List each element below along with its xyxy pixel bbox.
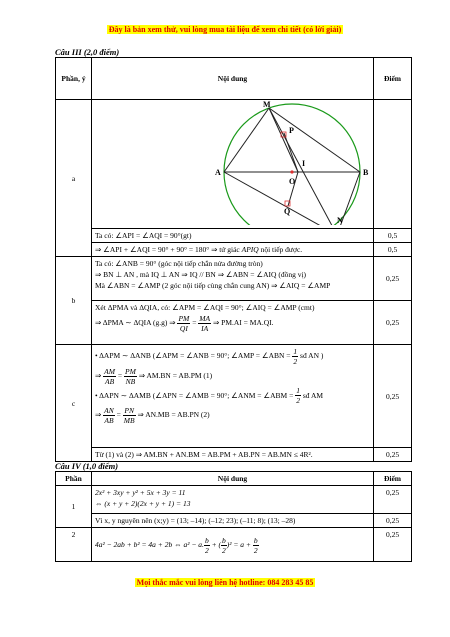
q3c-line1: • ΔAPM ∼ ΔANB (∠APM = ∠ANB = 90°; ∠AMP = ∠ABN = $\frac{1}{2}$ sđ AN ) <box>95 346 324 366</box>
segment-ip <box>284 133 298 172</box>
q3c-line3: • ΔAPN ∼ ΔAMB (∠APN = ∠AMB = 90°; ∠ANM = ∠ABM = $\frac{1}{2}$ sđ AM <box>95 386 324 406</box>
q4-head-score: Điểm <box>374 472 412 486</box>
circle-o <box>224 104 360 225</box>
q4-2-score1: 0,25 <box>374 528 412 562</box>
q4-1-line1: 2x² + 3xy + y² + 5x + 3y = 11 <box>95 488 186 497</box>
q3c-score1: 0,25 <box>374 345 412 448</box>
header-notice: Đây là bản xem thử, vui lòng mua tài liệu để xem chi tiết (có lời giải) <box>108 25 342 34</box>
q3b-score2: 0,25 <box>374 301 412 345</box>
q3c-line2: ⇒ $\frac{AM}{AB}$ = $\frac{PM}{NB}$ ⇒ AM.BN = AB.PM (1) <box>95 366 213 386</box>
q3-head-score: Điểm <box>374 58 412 100</box>
q4-1-line3: Vì x, y nguyên nên (x;y) = (13; –14); (–12; 23); (–11; 8); (13; –28) <box>92 514 374 528</box>
label-i: I <box>302 159 306 168</box>
q3b-score1: 0,25 <box>374 257 412 301</box>
q3-head-part: Phần, ý <box>56 58 92 100</box>
segment-am <box>224 108 269 172</box>
q3b-line5: ⇒ ΔPMA ∼ ΔQIA (g.g) ⇒ $\frac{PM}{QI}$ = $\frac{MA}{IA}$ ⇒ PM.AI = MA.QI. <box>95 313 274 333</box>
q3a-score1: 0,5 <box>374 229 412 243</box>
label-n: N <box>337 216 343 225</box>
q3c-line5: Từ (1) và (2) ⇒ AM.BN + AN.BM = AB.PM + AB.PN = AB.MN ≤ 4R². <box>92 448 374 462</box>
label-q: Q <box>284 207 291 216</box>
q3-part-a: a <box>56 100 92 257</box>
q3a-score2: 0,5 <box>374 243 412 257</box>
q3-title: Câu III (2,0 điểm) <box>55 47 120 57</box>
q4-2-line1: 4a² − 2ab + b² = 4a + 2b ⇔ a² − a. $\frac{b}{2}$ + ( $\frac{b}{2}$ )² = a + $\frac{b}{2}$ <box>95 535 258 555</box>
label-m: M <box>263 100 271 109</box>
q4-table <box>55 471 412 562</box>
q3-part-b: b <box>56 257 92 345</box>
q3a-line1: Ta có: ∠API = ∠AQI = 90°(gt) <box>92 229 374 243</box>
q3-part-c: c <box>56 345 92 462</box>
q4-part-2: 2 <box>56 528 92 562</box>
q4-head-content: Nội dung <box>92 472 374 486</box>
q3b-line4: Xét ΔPMA và ΔQIA, có: ∠APM = ∠AQI = 90°; ∠AIQ = ∠AMP (cmt) <box>95 303 315 312</box>
q3b-line2: ⇒ BN ⊥ AN , mà IQ ⊥ AN ⇒ IQ // BN ⇒ ∠ABN = ∠AIQ (đồng vị) <box>95 270 307 279</box>
q3b-line1: Ta có: ∠ANB = 90° (góc nội tiếp chắn nửa đường tròn) <box>95 259 263 268</box>
q3a-line2: ⇒ ∠API + ∠AQI = 90° + 90° = 180° ⇒ tứ giác APIQ nội tiếp được. <box>92 243 374 257</box>
label-a: A <box>215 168 221 177</box>
q4-title: Câu IV (1,0 điểm) <box>55 461 119 471</box>
q3b-line3: Mà ∠ABN = ∠AMP (2 góc nội tiếp cùng chắn cung AN) ⇒ ∠AIQ = ∠AMP <box>95 281 331 290</box>
center-dot-o <box>290 170 293 173</box>
q4-part-1: 1 <box>56 486 92 528</box>
label-o: O <box>289 177 296 186</box>
q3-table <box>55 57 412 462</box>
q4-1-score1: 0,25 <box>374 486 412 514</box>
geometry-figure <box>92 100 374 225</box>
label-p: P <box>289 126 294 135</box>
label-b: B <box>363 168 369 177</box>
q3c-line4: ⇒ $\frac{AN}{AB}$ = $\frac{PN}{MB}$ ⇒ AN.MB = AB.PN (2) <box>95 406 210 426</box>
footer-notice: Mọi thắc mắc vui lòng liên hệ hotline: 084 283 45 85 <box>136 578 314 587</box>
q4-1-line2: ⇔ (x + y + 2)(2x + y + 1) = 13 <box>95 499 191 508</box>
q4-1-score2: 0,25 <box>374 514 412 528</box>
q3c-score2: 0,25 <box>374 448 412 462</box>
segment-mb <box>269 108 360 172</box>
q3-head-content: Nội dung <box>92 58 374 100</box>
q4-head-part: Phần <box>56 472 92 486</box>
